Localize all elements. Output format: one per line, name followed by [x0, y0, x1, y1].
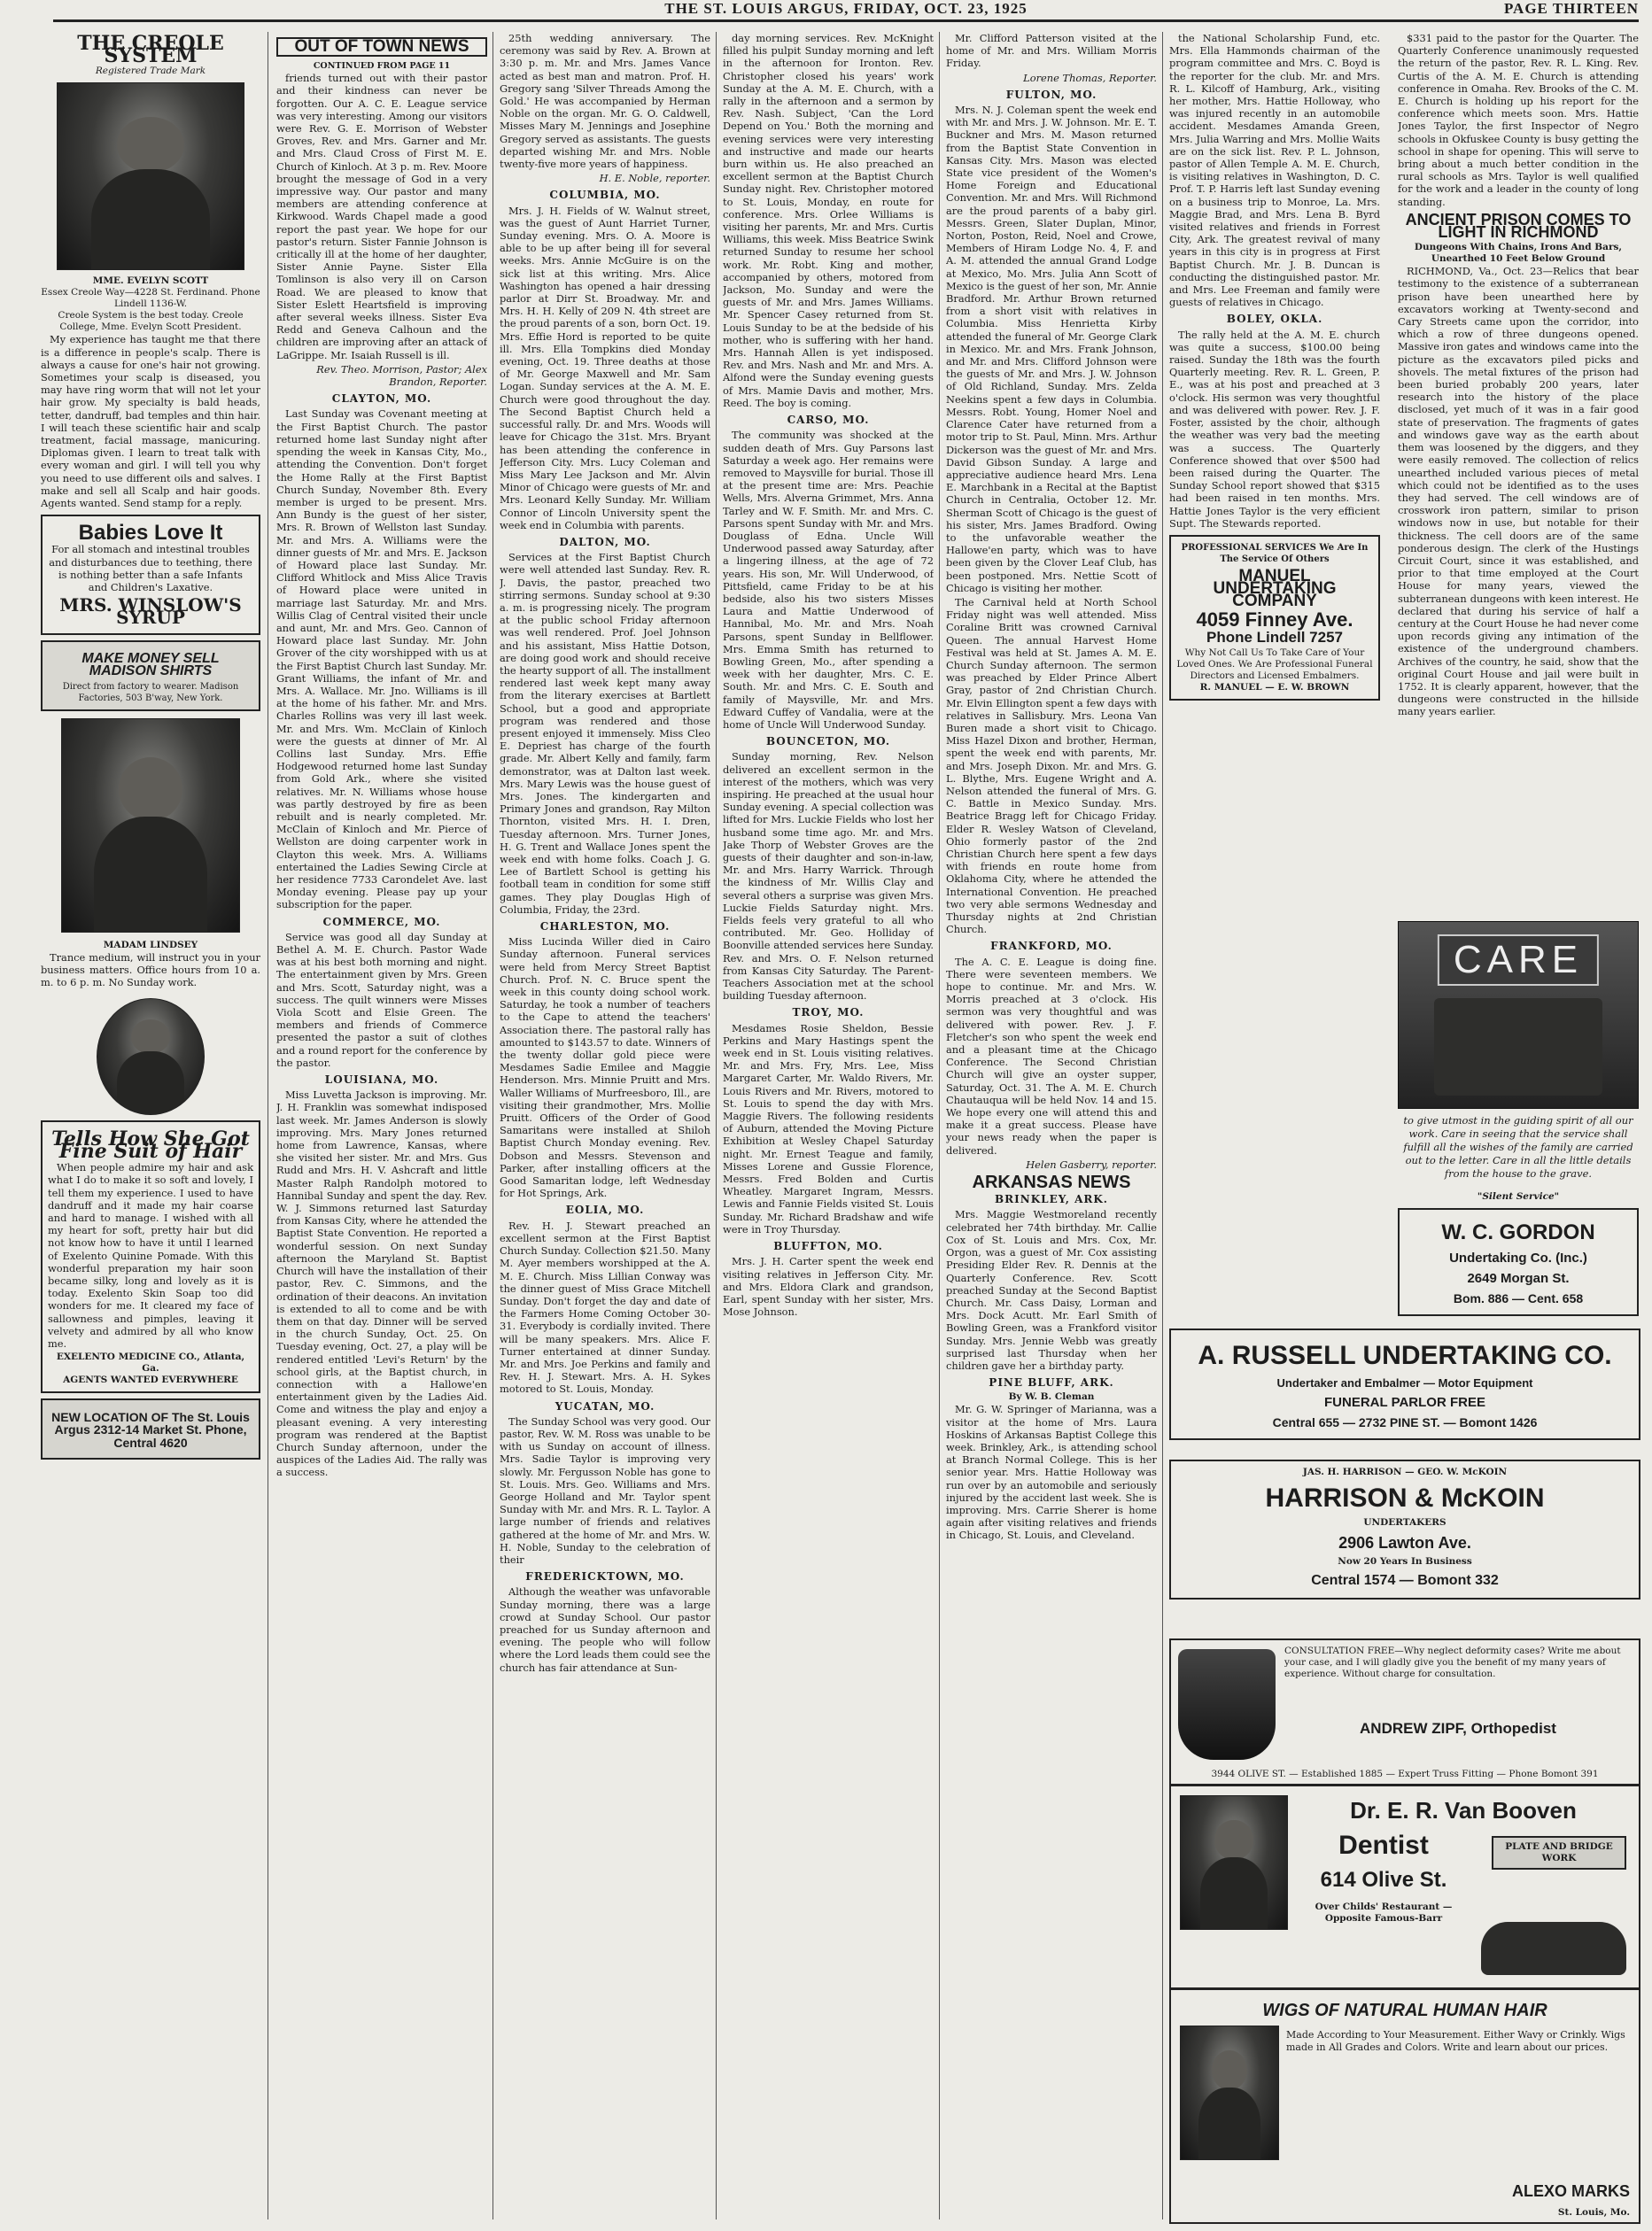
- charleston-body: Miss Lucinda Willer died in Cairo Sunday afternoon. Funeral services were held from Mercy Street Baptist Church. Prof. N. C. Bruce spent the week in this county doing school work. Saturday, he took a number of teachers to the Cape to attend the teachers' Association there. The pastoral rally has amounted to $143.57 to date. Winners of the twenty dollar gold piece were Mesdames Sadie Emilee and Maggie Henderson. Mrs. Minnie Pruitt and Mrs. Waller Williams of Murfreesboro, Ill., are visiting their grandmother, Mrs. Mollie Pruitt. Officers of the Order of Good Samaritans were installed at Shiloh Baptist Church Monday evening. Rev. Dobson and Messrs. Stevenson and Parker, after installing officers at the Good Samaritan lodge, left Wednesday for Hot Springs, Ark.: [500, 935, 710, 1200]
- col6-body-1: the National Scholarship Fund, etc. Mrs. Ella Hammonds chairman of the program committee and Mrs. C. Boyd is the reporter for the club. Mr. and Mrs. R. L. Kilcoff of Hamburg, Ark., visiting her mother, Mrs. Hattie Holloway, who was injured recently in an automobile accident. Mesdames Amanda Green, Mrs. Julia Warring and Mrs. Mollie Waits are on the sick list. Rev. P. L. Johnson, pastor of Allen Temple A. M. E. Church, is visiting relatives in Washington, D. C. Prof. T. P. Harris left last Sunday evening on a business trip to Monroe, La. Mrs. Maggie Brad, and Mrs. Lena B. Byrd visited relatives and friends in Forrest City, Ark. The greatest revival of many years in this city is in progress at First Baptist Church. Mr. J. B. Duncan is conducting the distinguished pastor. Mr. and Mrs. Lee Freeman and family were guests of relatives in Chicago.: [1169, 32, 1380, 309]
- bounceton-heading: BOUNCETON, MO.: [765, 735, 891, 748]
- evelyn-scott-photo: [57, 82, 244, 270]
- manuel-ad-address: 4059 Finney Ave.: [1196, 608, 1353, 631]
- column-rule: [492, 32, 493, 2219]
- harrison-mckoin-ad: [1169, 1460, 1640, 1600]
- column-rule: [716, 32, 717, 2219]
- wigs-ad: [1169, 1988, 1640, 2224]
- van-booven-photo: [1180, 1795, 1288, 1930]
- louisiana-heading: LOUISIANA, MO.: [324, 1073, 439, 1087]
- clayton-body: Last Sunday was Covenant meeting at the First Baptist Church. The pastor returned home last Sunday night after spending the week in Kansas City, Mo., attending the Convention. Don't forget the Home Rally at the First Baptist Church Sunday, November 8th. Every member is urged to be present. Mrs. Ann Bundy is the guest of her sister, Mrs. R. Brown of Wellston last Sunday. Mr. and Mrs. A. Williams were the dinner guests of Mr. and Mrs. E. Jackson of Howard place last Sunday. Mr. Clifford Whitlock and Miss Alice Travis of Howard place were united in marriage last Saturday. Mr. and Mrs. Willis Clag of Central visited their uncle and aunt, Mr. and Mrs. Geo. Cannon of Howard place last Sunday. Mr. John Grover of the city worshipped with us at the First Baptist Church last Sunday. Mr. Grant Williams, the infant of Mr. and Mrs. A. Wallace. Mr. Jno. Williams is ill at the home of his father. Mr. and Mrs. Charles Rollins was very ill last week. Mr. and Mrs. Wm. McClain of Kinloch were the guests at dinner of Mr. Al Collins last Sunday. Mrs. Effie Hodgewood returned home last Sunday from Gold Ark., where she visited relatives. Mr. N. Williams whose house was partly destroyed by fire as been rebuilt and is nearly completed. Mr. McClain of Kinloch and Mr. Pierce of Wellston are doing carpenter work in Clayton this week. Mrs. A. Williams entertained the Ladies Sewing Circle at her residence 7733 Carondelet Ave. last Monday evening. Please pay up your subscription for the paper.: [276, 407, 487, 911]
- eolia-heading: EOLIA, MO.: [565, 1204, 645, 1217]
- column-rule: [939, 32, 940, 2219]
- gordon-ad: [1398, 1208, 1639, 1316]
- manuel-ad-names: R. MANUEL — E. W. BROWN: [1199, 681, 1350, 693]
- care-text: to give utmost in the guiding spirit of all our work. Care in seeing that the service shall fulfill all the wishes of the family are carried out to the letter. Care in all the little details from the house to the grave.: [1403, 1114, 1633, 1180]
- brinkley-heading: BRINKLEY, ARK.: [995, 1193, 1108, 1206]
- col5-sig-1: Lorene Thomas, Reporter.: [1023, 71, 1157, 84]
- harrison-names: JAS. H. HARRISON — GEO. W. McKOIN: [1302, 1467, 1508, 1477]
- prison-title: ANCIENT PRISON COMES TO LIGHT IN RICHMOND: [1405, 210, 1632, 242]
- harrison-address: 2906 Lawton Ave.: [1338, 1534, 1471, 1552]
- gordon-line-2: 2649 Morgan St.: [1467, 1270, 1570, 1286]
- wigs-city: St. Louis, Mo.: [1557, 2207, 1630, 2218]
- column-rule: [1162, 32, 1163, 2219]
- care-ad: [1398, 921, 1639, 1321]
- creole-subtitle: Registered Trade Mark: [95, 66, 206, 77]
- fulton-heading: FULTON, MO.: [1005, 88, 1097, 101]
- zipf-address: 3944 OLIVE ST. — Established 1885 — Expert Truss Fitting — Phone Bomont 391: [1211, 1769, 1599, 1779]
- column-3: [500, 32, 710, 2219]
- frankford-body: The A. C. E. League is doing fine. There were seventeen members. We hope to continue. Mr. and Mrs. W. Morris preached at 3 o'clock. His sermon was very thoughtful and was delivered with power. Rev. J. F. Fletcher's son who spent the week end and a pleasant time at the Chicago Conference. The Second Christian Church will give an oyster supper, Saturday, Oct. 31. The A. M. E. Church Chautauqua will be held Nov. 14 and 15. We hope every one will attend this and make it a great success. Please have your news ready when the paper is delivered.: [946, 955, 1157, 1157]
- evelyn-caption: MME. EVELYN SCOTT: [92, 275, 209, 287]
- winslow-title: MRS. WINSLOW'S SYRUP: [59, 594, 242, 629]
- col2-body-1: friends turned out with their pastor and their kindness can never be forgotten. Our A. C. E. League service was very interesting. Among our visitors were Rev. G. E. Morrison of Webster Groves, Rev. and Mrs. Garner and Mr. and Mrs. Claud Cross of First M. E. Church of Kinloch. At 3 p. m. Rev. Moore brought the message of God in a very impressive way. Our pastor and many members are attending conference at Kirkwood. Wards Chapel made a good report the past year. We hope for our pastor's return. Sister Fannie Johnson is critically ill at the home of her daughter, Sister Annie Payne. Sister Ella Tomlinson is also very ill on Carson Road. We are pleased to know that Sister Eslett Heartsfield is improving after several weeks illness. Sister Eva Redd and Geneva Calhoun and the children are improving after an attack of LaGrippe. Mr. Isaiah Russell is ill.: [276, 72, 487, 361]
- babies-body: For all stomach and intestinal troubles and disturbances due to teething, there is nothing better than a safe Infants and Children's Laxative.: [49, 543, 252, 594]
- madison-title: MAKE MONEY SELL MADISON SHIRTS: [81, 650, 220, 678]
- column-5: [946, 32, 1157, 2219]
- clayton-heading: CLAYTON, MO.: [331, 392, 432, 406]
- troy-body: Mesdames Rosie Sheldon, Bessie Perkins and Mary Hastings spent the week end in St. Louis visiting relatives. Mr. and Mrs. Fry, Mrs. Lee, Miss Margaret Carter, Mr. Waldo Rivers, Mr. Louis Rivers and Mr. Rivers, motored to St. Louis to spend the day with Mrs. Maggie Rivers. The following residents of Auburn, attended the Moving Picture Exhibition at Wesley Chapel Saturday night. Mr. Ernest Teague and family, Misses Lorene and Gussie Florence, Messrs. Fred Bolden and Curtis Wheatley. Margaret Ingram, Messrs. Lewis and Fannie Fields visited St. Louis Sunday. Mr. Richard Bradshaw and wife were in Troy Thursday.: [723, 1021, 934, 1236]
- wigs-title: WIGS OF NATURAL HUMAN HAIR: [1262, 2001, 1547, 2020]
- lindsey-caption: MADAM LINDSEY: [103, 940, 198, 951]
- harrison-years: Now 20 Years In Business: [1338, 1556, 1472, 1567]
- pine-bluff-body: Mr. G. W. Springer of Marianna, was a visitor at the home of Mrs. Laura Hoskins of Arkansas Baptist College this week. Brinkley, Ark., is attending school at Branch Normal College. This is her senior year. Mrs. Hattie Holloway was run over by an automobile and seriously injured by the accident last week. She is improving. Mrs. Carrie Sherer is home again after visiting relatives and friends in Chicago, St. Louis, and Cleveland.: [946, 1403, 1157, 1542]
- madison-sub: Direct from factory to wearer. Madison Factories, 503 B'way, New York.: [62, 682, 239, 704]
- commerce-heading: COMMERCE, MO.: [322, 915, 441, 928]
- column-2: [276, 32, 487, 2219]
- col3-sig-1: H. E. Noble, reporter.: [599, 172, 710, 185]
- frankford-heading: FRANKFORD, MO.: [990, 940, 1113, 953]
- yucatan-body: The Sunday School was very good. Our pastor, Rev. W. M. Ross was unable to be with us Sunday on account of illness. Mrs. Sadie Taylor is improving very slowly. Mr. Fergusson Noble has gone to St. Louis. Mrs. Geo. Williams and Mrs. George Holland and Mr. Taylor spent Sunday with Mr. and Mrs. R. L. Taylor. A large number of friends and relatives gathered at the home of Mr. and Mrs. W. H. Noble, Sunday to the celebration of their: [500, 1414, 710, 1566]
- tells-body: When people admire my hair and ask what I do to make it so soft and lovely, I tell them my experience. I used to have dandruff and it made my hair coarse and hard to manage. I wished with all my heart for soft, pretty hair but did not know how to have it until I learned of Exelento Quinine Pomade. With this wonderful preparation my hair soon became silky, long and lovely as it is today. Exelento Skin Soap too did wonders for me. It cleared my face of sallowness and pimples, leaving it velvety and admired by all who know me.: [48, 1161, 253, 1350]
- manuel-ad-head: PROFESSIONAL SERVICES We Are In The Service Of Others: [1181, 542, 1369, 564]
- agents-wanted: AGENTS WANTED EVERYWHERE: [63, 1375, 238, 1386]
- zipf-name: ANDREW ZIPF, Orthopedist: [1360, 1720, 1556, 1737]
- prison-body: RICHMOND, Va., Oct. 23—Relics that bear testimony to the existence of a subterranean prison have been unearthed here by excavators working at Twenty-second and Cary Streets came upon the corridor, into which a row of three dungeons opened. Massive iron gates and windows came into the picture as the excavators piled picks and shovels. The metal fixtures of the prison had been buried probably 200 years, later research into the history of the place disclosed, yet much of it was in a fair good state of preservation. The fragments of gates and windows gave way as the earth about them was loosened by the diggers, and they were easily removed. The collection of relics unearthed included various pieces of metal which could not be identified as to the uses they had served. The cell windows are of crosswork iron pattern, similar to prison windows now in use, but notable for their thickness. The cell doors are of the same ponderous design. The clerk of the Hustings Circuit Court, since it was established, and prior to that time employed at the Court House for many years, viewed the subterranean dungeons with keen interest. He declared that during his service of half a century at the Court House he had never come upon records giving any intimation of the existence of the underground chambers. Archives of the country, he said, show that the original Court House and jail were built in 1752. It is clearly apparent, however, that the dungeons were constructed in the hillside many years earlier.: [1398, 265, 1639, 718]
- russell-undertaking-ad: [1169, 1329, 1640, 1440]
- arkansas-news-title: ARKANSAS NEWS: [972, 1173, 1131, 1193]
- yucatan-heading: YUCATAN, MO.: [555, 1399, 655, 1413]
- van-booven-sub: Over Childs' Restaurant — Opposite Famous-Barr: [1315, 1902, 1453, 1924]
- commerce-body: Service was good all day Sunday at Bethel A. M. E. Church. Pastor Wade was at his best both morning and night. The entertainment given by Mrs. Green and Mrs. Scott, Saturday night, was a success. The quilt winners were Misses Viola Scott and Elsie Green. The members and friends of Commerce presented the pastor a suit of clothes and a round report for the conference by the pastor.: [276, 930, 487, 1069]
- masthead: [53, 0, 1639, 22]
- fulton-body: Mrs. N. J. Coleman spent the week end with Mr. and Mrs. J. W. Johnson. Mr. E. T. Buckner and Mrs. M. Mason returned from the Baptist State Convention in Kansas City. Mrs. Mason was elected State vice president of the Women's Home Foreign and Educational Convention. Mr. and Mrs. Will Richmond are the proud parents of a baby girl. Messrs. Green, Slater Duplan, Minor, Norton, Poston, Reid, Noel and Crowe, Members of Hiram Lodge No. 4, F. and A. M. attended the annual Grand Lodge at Mexico, Mo. Mrs. Julia Ann Scott of Mexico is the guest of her son, Mr. Annie Bradford. Mr. Arthur Brown returned from a short visit with relatives in Columbia. Miss Henrietta Kirby attended the funeral of Mr. George Clark in Mexico. Mr. and Mrs. Frank Johnson, and Mr. and Mrs. Clifford Johnson were the guests of Mr. and Mrs. J. W. Johnson of Old Richland, Sunday. Mrs. Zelda Neekins spent a few days in Columbia. Messrs. Robt. Young, Homer Noel and Clarence Cater have returned from a motor trip to St. Paul, Minn. Mrs. Arthur Dickerson was the guest of Mr. and Mrs. David Gibson Sunday. A large and appreciative audience heard Mrs. Lena E. Marchbank in a Recital at the Baptist Church in Centralia, October 12. Mr. Sherman Scott of Chicago is the guest of his sister, Mrs. James Bradford. Owing to the unfavorable weather the Hallowe'en party, which was to have been given by the Clover Leaf Club, has been postponed. Mrs. Nettie Scott of Chicago is visiting her mother.: [946, 104, 1157, 594]
- eolia-body: Rev. H. J. Stewart preached an excellent sermon at the First Baptist Church Sunday. Collection $21.50. Many M. Ayer members worshipped at the A. M. E. Church. Miss Lillian Conway was the dinner guest of Miss Grace Mitchell Sunday. Don't forget the day and date of the Farmers Home Coming October 30-31. Everybody is cordially invited. There will be many speakers. Mrs. Alice F. Turner entertained at dinner Sunday. Mr. and Mrs. Joe Perkins and family and Rev. H. J. Stewart. Mrs. A. H. Sykes motored to St. Louis, Monday.: [500, 1219, 710, 1396]
- evelyn-body: My experience has taught me that there is a difference in people's scalp. There is always a cause for one's hair not growing. Sometimes your scalp is diseased, you may have ring worm that will not let your hair grow. My specialty is bald heads, tetter, dandruff, bad temples and thin hair. I will teach these scientific hair and scalp treatment, facial massage, manicuring. Diplomas given. I learn to treat talk with every woman and girl. I will tell you why you need to use different oils and salves. I make and sell all Scalp and hair goods. Agents wanted. Send stamp for a reply.: [41, 333, 260, 510]
- columbia-heading: COLUMBIA, MO.: [549, 189, 661, 202]
- boley-body: The rally held at the A. M. E. church was quite a success, $100.00 being raised. Sunday the 18th was the fourth Quarterly meeting. Rev. R. L. Green, P. E., was at his post and preached at 3 o'clock. His sermon was very thoughtful and was delivered with power. Rev. J. F. Foster, assisted by the choir, although the weather was very bad the meeting was a success. The Quarterly Conference showed that over $500 had been raised during the Quarter. The Sunday School report showed that $315 had been raised in ten months. Mrs. Hattie Jones Taylor is the very efficient Supt. The Stewards reported.: [1169, 328, 1380, 530]
- manuel-ad-phone: Phone Lindell 7257: [1206, 628, 1343, 646]
- care-image: [1398, 921, 1639, 1109]
- russell-line-1: Undertaker and Embalmer — Motor Equipment: [1276, 1376, 1533, 1390]
- prison-subtitle: Dungeons With Chains, Irons And Bars, Unearthed 10 Feet Below Ground: [1414, 242, 1623, 265]
- babies-title: Babies Love It: [78, 521, 223, 546]
- dalton-heading: DALTON, MO.: [559, 535, 651, 548]
- argus-location: NEW LOCATION OF The St. Louis Argus 2312-14 Market St. Phone, Central 4620: [51, 1410, 250, 1450]
- carso-body: The community was shocked at the sudden death of Mrs. Guy Parsons last Saturday a week ago. Her remains were removed to Maysville for burial. Those ill at the present time are: Mrs. Peachie Wells, Mrs. Alverna Grimmet, Mrs. Anna Tarley and W. F. Smith. Mr. and Mrs. C. Parsons spent Sunday with Mr. and Mrs. Douglass of Edna. Uncle Will Underwood passed away Saturday, after a lingering illness, at the age of 72 years. His son, Mr. Will Underwood, of Pittsfield, came Friday to be at his bedside, also his two sisters Misses Laura and Mattie Underwood of Hannibal, Mo. Mr. and Mrs. Noah Parsons, spent Sunday in Bellflower. Mrs. Emma Smith has returned to Bowling Green, Mo., after spending a week with her daughter, Mrs. C. E. South. Mr. and Mrs. C. E. South and family of Maysville, Mr. and Mrs. Edward Cuffey of Vandalia, were at the home of Uncle Will Underwood Sunday.: [723, 429, 934, 731]
- troy-heading: TROY, MO.: [792, 1006, 865, 1019]
- harrison-name: HARRISON & McKOIN: [1265, 1483, 1545, 1513]
- manuel-ad-name: MANUEL UNDERTAKING COMPANY: [1213, 566, 1337, 611]
- wigs-body: Made According to Your Measurement. Either Wavy or Crinkly. Wigs made in All Grades and Colors. Write and learn about our prices.: [1286, 2029, 1625, 2053]
- madison-ad: [41, 640, 260, 711]
- harrison-phones: Central 1574 — Bomont 332: [1311, 1573, 1499, 1588]
- brinkley-body: Mrs. Maggie Westmoreland recently celebrated her 74th birthday. Mr. Callie Cox of St. Louis and Mrs. Cox, Mr. Orgon, was a guest of Mr. Cox assisting Presiding Elder Rev. R. Dennis at the Quarterly Conference. Rev. Scott preached Sunday at the Second Baptist Church. Mr. Cass Daisy, Lorman and Mrs. Dock Acutt. Mr. Earl Smith of Bowling Green, was a Frankford visitor Sunday. Mrs. Jennie Webb was greatly surprised last Thursday when her children gave her a birthday party.: [946, 1208, 1157, 1372]
- madam-lindsey-photo: [61, 718, 240, 933]
- manuel-ad-body: Why Not Call Us To Take Care of Your Loved Ones. We Are Professional Funeral Directors and Licensed Embalmers.: [1176, 647, 1373, 681]
- russell-name: A. RUSSELL UNDERTAKING CO.: [1198, 1341, 1612, 1370]
- col7-body-1: $331 paid to the pastor for the Quarter. The Quarterly Conference unanimously requested the return of the pastor, Rev. R. L. King. Rev. Curtis of the A. M. E. Church is attending conference in Omaha. Rev. Brooks of the C. M. E. Church is holding up his report for the conference which meets soon. Mrs. Hattie Jones Taylor, the first Inspector of Negro schools in Okfuskee County is busy getting the school in shape for opening. This will serve to bring about a much better condition in the rural schools as Mrs. Taylor is well qualified for the work and a leader in the county of long standing.: [1398, 32, 1639, 208]
- col2-sig-1: Rev. Theo. Morrison, Pastor; Alex Brandon, Reporter.: [316, 362, 487, 389]
- louisiana-body: Miss Luvetta Jackson is improving. Mr. J. H. Franklin was somewhat indisposed last week. Mr. James Anderson is slowly improving. Mrs. Mary Jones returned home from Lawrence, Kansas, where she visited her sister. Mr. and Mrs. Gus Rudd and Mrs. H. V. Ashcraft and little Master Ralph Randolph motored to Hannibal Sunday and spent the day. Rev. W. J. Simmons returned last Saturday from Kansas City, where he attended the Baptist State Convention. He reported a wonderful session. On next Sunday afternoon the Maryland St. Baptist Church will have the installation of their pastor, Rev. C. Simmons, and the ordination of their deacons. An invitation is extended to all to come and be with them on that day. Dinner will be served in the church Sunday, Oct. 25. On Tuesday evening, Oct. 27, a play will be rendered entitled 'Levi's Return' by the school girls, at the Baptist church, in connection with a Hallowe'en entertainment given by the Ladies Aid. Come and witness the play and enjoy a pleasant evening. A very interesting program was rendered at the Baptist Church Sunday afternoon, under the auspices of the Ladies Aid. The rally was a success.: [276, 1088, 487, 1479]
- babies-ad: [41, 515, 260, 634]
- continued-label: CONTINUED FROM PAGE 11: [313, 61, 451, 72]
- column-4: [723, 32, 934, 2219]
- tells-title: Tells How She Got Fine Suit of Hair: [51, 1127, 250, 1163]
- fulton-body-2: The Carnival held at North School Friday night was well attended. Miss Coraline Britt was crowned Carnival Queen. The annual Harvest Home Festival was held at St. James A. M. E. Church Sunday afternoon. The sermon was preached by Elder Prince Albert Gray, pastor of 2nd Christian Church. Mr. Elvin Ellington spent a few days with relatives in Sallisbury. Mrs. Leona Van Buren made a short visit to Chicago. Miss Hazel Dixon and brother, Herman, spent the week end with parents, Mr. and Mrs. Joseph Dixon. Mr. and Mrs. G. L. Blythe, Mrs. Eugene Wright and A. Nelson attended the funeral of Mrs. G. C. Battle in Mexico Sunday. Mrs. Beatrice Bragg left for Chicago Friday. Elder R. Wesley Watson of Cleveland, Ohio formerly pastor of the 2nd Christian Church here spent a few days with friends en route home from Oklahoma City, where he attended the International Convention. He preached two very able sermons Wednesday and Thursday nights at 2nd Christian Church.: [946, 595, 1157, 936]
- masthead-title: THE ST. LOUIS ARGUS, FRIDAY, OCT. 23, 1925: [664, 0, 1028, 17]
- fredericktown-heading: FREDERICKTOWN, MO.: [525, 1570, 685, 1584]
- pine-bluff-heading: PINE BLUFF, ARK.: [989, 1376, 1114, 1390]
- col3-body-1: 25th wedding anniversary. The ceremony was said by Rev. A. Brown at 3:30 p. m. Mr. and Mrs. James Vance acted as best man and matron. Prof. H. Gregory sang 'Silver Threads Among the Gold.' He was accompanied by Herman Noble on the organ. Mr. G. O. Caldwell, Misses Mary M. Jennings and Josephine Gregory served as assistants. The guests departed wishing Mr. and Mrs. Noble twenty-five more years of happiness.: [500, 32, 710, 171]
- pine-bluff-byline: By W. B. Cleman: [1008, 1391, 1095, 1403]
- russell-line-3: Central 655 — 2732 PINE ST. — Bomont 1426: [1272, 1415, 1538, 1429]
- brace-illustration: [1178, 1649, 1276, 1760]
- page-label: PAGE THIRTEEN: [1503, 0, 1639, 17]
- lindsey-body: Trance medium, will instruct you in your business matters. Office hours from 10 a. m. to 6 p. m. No Sunday work.: [41, 951, 260, 989]
- zipf-head: CONSULTATION FREE—Why neglect deformity cases? Write me about your case, and I will gladly give you the benefit of my many years of experience. Without charge for consultation.: [1284, 1646, 1621, 1679]
- bounceton-body: Sunday morning, Rev. Nelson delivered an excellent sermon in the interest of the mothers, which was very inspiring. He preached at the usual hour Sunday evening. A special collection was lifted for Mrs. Luckie Fields who lost her husband some time ago. Mr. and Mrs. Jake Thorp of Webster Groves are the guests of their daughter and son-in-law, Mr. and Mrs. Harry Warrick. Through the kindness of Mr. Willis Clay and several others a surprise was given Mrs. Luckie Fields Saturday night. Mrs. Fields feels very grateful to all who contributed. Mr. Geo. Holliday of Boonville attended services here Sunday. Rev. and Mrs. O. F. Nelson returned from Kansas City Saturday. The Parent-Teachers Association met at the school building Tuesday afternoon.: [723, 750, 934, 1003]
- care-sign: CARE: [1438, 934, 1599, 986]
- van-booven-dentist-ad: [1169, 1785, 1640, 1989]
- fredericktown-body: Although the weather was unfavorable Sunday morning, there was a large crowd at Sunday School. Our pastor preached for us Sunday afternoon and evening. The people who will follow where the Lord leads them could see the church has fair attendance at Sun-: [500, 1585, 710, 1674]
- frankford-sig: Helen Gasberry, reporter.: [1026, 1158, 1157, 1171]
- wigs-name: ALEXO MARKS: [1511, 2182, 1630, 2200]
- columbia-body: Mrs. J. H. Fields of W. Walnut street, was the guest of Aunt Harriet Turner, Sunday evening. Mrs. O. A. Moore is able to be up after being ill for several weeks. Mrs. Annie McGuire is on the sick list at this writing. Mrs. Alice Washington has opened a hair dressing parlor at Dirr St. Broadway. Mr. and Mrs. H. H. Kelly of 209 N. 4th street are the proud parents of a son, born Oct. 19. Mrs. Effie Hord is reported to be quite ill. Mrs. Ella Tompkins died Monday evening, Oct. 19. Three deaths at those of Mr. George Maxwell and Mr. Sam Logan. Sunday services at the A. M. E. Church were good throughout the day. The Second Baptist Church held a successful rally. Dr. and Mrs. Woods will leave for Chicago the 31st. Mrs. Bryant has been attending the conference in Jefferson City. Mrs. Lucy Coleman and Miss Mary Lee Jackson and Mr. Alvin Minor of Chicago were guests of Mr. and Mrs. Leonard Kelly Sunday. Mr. William Connor of Lincoln University spent the week end in Columbia with parents.: [500, 204, 710, 531]
- carso-heading: CARSO, MO.: [787, 414, 870, 427]
- gordon-line-1: Undertaking Co. (Inc.): [1449, 1250, 1587, 1266]
- charleston-heading: CHARLESTON, MO.: [539, 920, 671, 933]
- manuel-undertaking-ad: [1169, 535, 1380, 701]
- van-booven-badge: PLATE AND BRIDGE WORK: [1492, 1836, 1626, 1870]
- van-booven-address: 614 Olive St.: [1320, 1868, 1447, 1892]
- harrison-sub: UNDERTAKERS: [1363, 1517, 1446, 1528]
- bluffton-heading: BLUFFTON, MO.: [773, 1240, 883, 1253]
- argus-location-ad: [41, 1398, 260, 1460]
- wig-illustration: [1180, 2026, 1279, 2160]
- gordon-name: W. C. GORDON: [1441, 1220, 1595, 1244]
- out-of-town-title: OUT OF TOWN NEWS: [276, 37, 487, 57]
- woman-portrait-photo: [97, 998, 205, 1115]
- tells-ad: [41, 1120, 260, 1393]
- bluffton-body: Mrs. J. H. Carter spent the week end visiting relatives in Jefferson City. Mr. and Mrs. Eldora Clark and grandson, Earl, spent Sunday with her sister, Mrs. Mose Johnson.: [723, 1255, 934, 1319]
- van-booven-name: Dr. E. R. Van Booven: [1350, 1797, 1577, 1824]
- boley-heading: BOLEY, OKLA.: [1226, 313, 1323, 326]
- col5-body-1: Mr. Clifford Patterson visited at the home of Mr. and Mrs. William Morris Friday.: [946, 32, 1157, 70]
- russell-line-2: FUNERAL PARLOR FREE: [1324, 1395, 1485, 1410]
- denture-illustration: [1481, 1922, 1626, 1975]
- dalton-body: Services at the First Baptist Church were well attended last Sunday. Rev. R. J. Davis, the pastor, preached two stirring sermons. Sunday school at 9:30 a. m. is progressing nicely. The program at the public school Friday afternoon was well rendered. Prof. Joel Johnson and his assistant, Miss Hattie Dotson, are doing good work and should receive the hearty support of all. The installment rendered last week kept many away from the literary exercises at Bartlett School, but a good and appropriate program was rendered and those present enjoyed it immensely. Miss Cleo E. Depriest has charge of the fourth grade. Mr. Albert Kelly and family, farm demonstrator, was at Dalton last week. Mrs. Mary Lewis was the house guest of Mrs. Jones. The kindergarten and Primary Jones and grandson, Ray Milton Thornton, visited Mrs. H. I. Dren, Tuesday afternoon. Mrs. Turner Jones, H. G. Trent and Wallace Jones spent the week end with home folks. Coach J. G. Lee of Bartlett School is getting his football team in condition for some stiff games. They play Douglas High of Columbia, Friday, the 23rd.: [500, 551, 710, 916]
- gordon-line-3: Bom. 886 — Cent. 658: [1453, 1290, 1584, 1305]
- hearse-illustration: [1434, 998, 1602, 1096]
- column-1: [41, 32, 260, 2219]
- care-footer: "Silent Service": [1477, 1190, 1560, 1202]
- zipf-orthopedist-ad: [1169, 1638, 1640, 1786]
- prison-article: [1398, 210, 1639, 718]
- evelyn-address: Essex Creole Way—4228 St. Ferdinand. Phone Lindell 1136-W.: [41, 287, 260, 310]
- col4-body-1: day morning services. Rev. McKnight filled his pulpit Sunday morning and left in the afternoon for Ironton. Rev. Christopher closed his years' work Sunday at the A. M. E. Church, with a rally in the afternoon and a sermon by Rev. Nash. Subject, 'Can the Lord Depend on You.' Both the morning and evening services were very interesting and instructive and made our hearts burn within us. He also preached an excellent sermon at the Baptist Church Sunday night. Rev. Christopher motored to St. Louis, Monday, en route for conference. Mrs. Orlee Williams is visiting her parents, Mr. and Mrs. Curtis Williams, this week. Miss Beatrice Swink returned Sunday to resume her school work. Mr. Robt. King and mother, accompanied by others, motored from Jackson, Mo. Sunday and were the guests of Mr. and Mrs. James Williams. Mr. Spencer Casey returned from St. Louis Sunday to be at the bedside of his mother, who is suffering with her hand. Mrs. Hannah Allen is yet indisposed. Rev. and Mrs. Nash and Mr. and Mrs. A. Alfond were the Sunday evening guests of Mrs. Mamie Davis and mother, Mrs. Reed. The boy is coming.: [723, 32, 934, 409]
- van-booven-title: Dentist: [1338, 1831, 1429, 1860]
- creole-title: THE CREOLE SYSTEM: [77, 32, 224, 68]
- exelento-footer: EXELENTO MEDICINE CO., Atlanta, Ga.: [56, 1352, 245, 1375]
- evelyn-president: Creole System is the best today. Creole College, Mme. Evelyn Scott President.: [58, 310, 244, 333]
